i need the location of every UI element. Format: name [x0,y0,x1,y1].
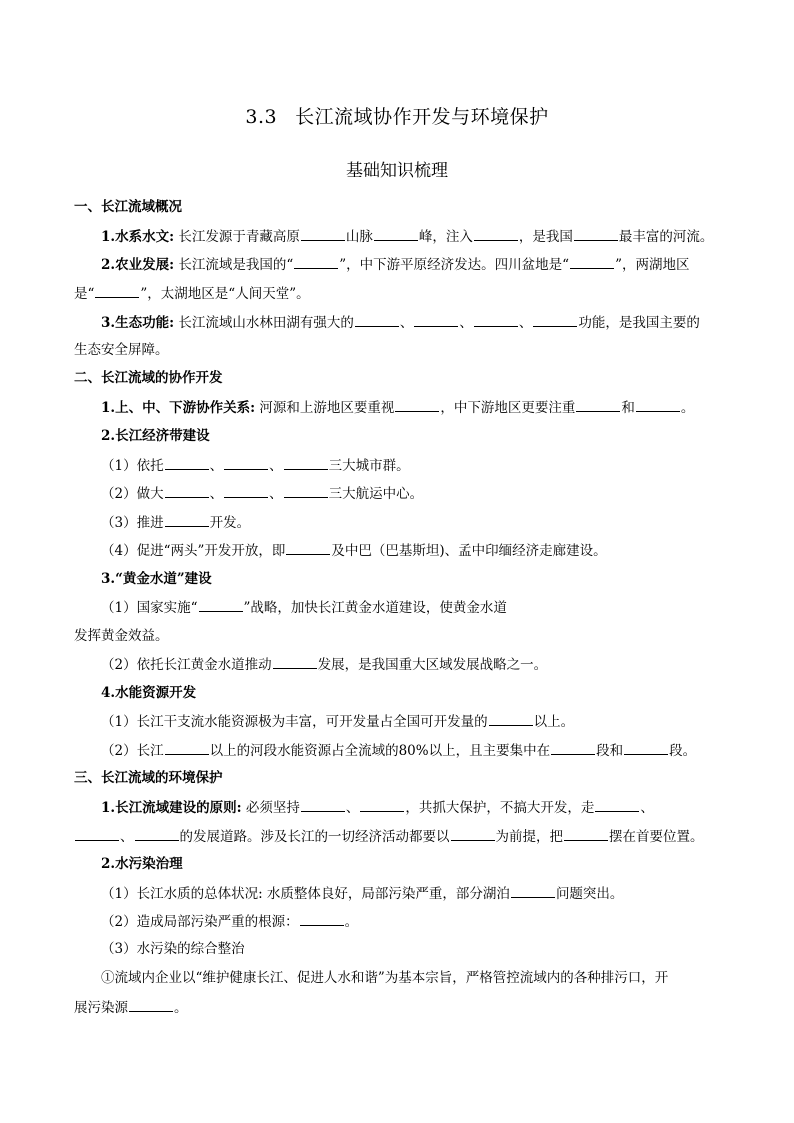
s2-sub-4: （4）促进“两头”开发开放，即 及中巴（巴基斯坦)、孟中印缅经济走廊建设。 [101,543,607,559]
title-number: 3.3 [245,106,278,128]
blank[interactable] [595,798,639,812]
blank[interactable] [360,798,404,812]
blank[interactable] [570,255,614,269]
s3-sub-m2: （2）造成局部污染严重的根源： 。 [101,914,359,930]
blank[interactable] [624,741,668,755]
s2-sub-1: （1）依托 、 、 三大城市群。 [101,458,410,474]
blank[interactable] [95,284,139,298]
blank[interactable] [165,484,209,498]
blank[interactable] [284,456,328,470]
blank[interactable] [301,798,345,812]
s3-item-2-heading: 2.水污染治理 [101,856,183,872]
blank[interactable] [300,912,344,926]
s3-sub-n1: ①流域内企业以“维护健康长江、促进人水和谐”为基本宗旨，严格管控流域内的各种排污口，开 [101,970,669,986]
blank[interactable] [489,712,533,726]
blank[interactable] [199,598,243,612]
s2-sub-2: （2）做大 、 、 三大航运中心。 [101,486,424,502]
s1-item-3: 3.生态功能: 长江流域山水林田湖有强大的 、 、 、 功能，是我国主要的 [101,315,700,331]
blank[interactable] [165,741,209,755]
blank[interactable] [301,227,345,241]
blank[interactable] [135,827,179,841]
s3-sub-n1-cont: 展污染源 。 [74,1000,188,1016]
blank[interactable] [576,398,620,412]
s1-item-3-cont: 生态安全屏障。 [74,342,169,358]
s2-sub-j1: （1）国家实施“ ”战略，加快长江黄金水道建设，使黄金水道 [101,600,507,616]
section-1-heading: 一、长江流域概况 [74,199,182,215]
blank[interactable] [414,313,458,327]
blank[interactable] [284,484,328,498]
page-subtitle: 基础知识梳理 [346,161,448,181]
s3-sub-m3: （3）水污染的综合整治 [101,941,245,957]
s3-sub-m1: （1）长江水质的总体状况: 水质整体良好，局部污染严重，部分湖泊 问题突出。 [101,886,624,902]
blank[interactable] [286,541,330,555]
blank[interactable] [165,456,209,470]
blank[interactable] [636,398,680,412]
s2-item-4-heading: 4.水能资源开发 [101,685,197,701]
s2-item-1: 1.上、中、下游协作关系: 河源和上游地区要重视 ，中下游地区更要注重 和 。 [101,400,695,416]
s2-sub-3: （3）推进 开发。 [101,515,251,531]
s2-sub-j1-cont: 发挥黄金效益。 [74,628,169,644]
title-text: 长江流域协作开发与环境保护 [295,106,549,128]
page-title [0,102,794,129]
blank[interactable] [395,398,439,412]
blank[interactable] [574,227,618,241]
blank[interactable] [273,655,317,669]
s3-item-1-cont: 、 的发展道路。涉及长江的一切经济活动都要以 为前提，把 摆在首要位置。 [74,827,704,846]
blank[interactable] [451,827,495,841]
blank[interactable] [129,998,173,1012]
s1-item-2: 2.农业发展: 长江流域是我国的“ ”，中下游平原经济发达。四川盆地是“ ”，两湖地区 [101,257,690,273]
s2-sub-j2: （2）依托长江黄金水道推动 发展，是我国重大区域发展战略之一。 [101,657,548,673]
blank[interactable] [294,255,338,269]
blank[interactable] [165,513,209,527]
s2-sub-k2: （2）长江 以上的河段水能资源占全流域的80%以上，且主要集中在 段和 段。 [101,743,697,759]
s2-item-2-heading: 2.长江经济带建设 [101,428,210,444]
s2-sub-k1: （1）长江干支流水能资源极为丰富，可开发量占全国可开发量的 以上。 [101,714,575,730]
blank[interactable] [355,313,399,327]
s1-item-1: 1.水系水文: 长江发源于青藏高原 山脉 峰，注入 ，是我国 最丰富的河流。 [101,229,714,245]
blank[interactable] [564,827,608,841]
blank[interactable] [533,313,577,327]
blank[interactable] [75,827,119,841]
blank[interactable] [551,741,595,755]
s2-item-3-heading: 3.“黄金水道”建设 [101,571,212,587]
blank[interactable] [474,313,518,327]
section-2-heading: 二、长江流域的协作开发 [74,370,223,386]
blank[interactable] [224,456,268,470]
blank[interactable] [511,884,555,898]
blank[interactable] [224,484,268,498]
s1-item-2-cont: 是“ ”，太湖地区是“人间天堂”。 [74,286,310,302]
section-3-heading: 三、长江流域的环境保护 [74,770,223,786]
blank[interactable] [374,227,418,241]
s3-item-1: 1.长江流域建设的原则: 必须坚持 、 ，共抓大保护，不搞大开发，走 、 [101,800,654,816]
blank[interactable] [474,227,518,241]
